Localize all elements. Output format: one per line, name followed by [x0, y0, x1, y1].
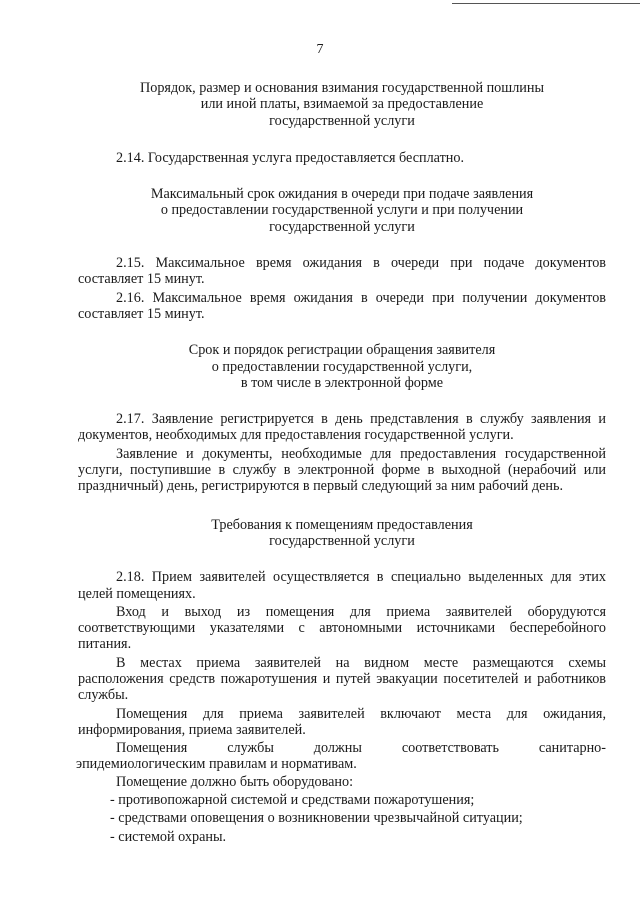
heading-line: государственной услуги [269, 532, 415, 549]
heading-line: Порядок, размер и основания взимания государственной пошлины [139, 80, 544, 96]
heading-line: Максимальный срок ожидания в очереди при подаче заявления [150, 186, 534, 203]
paragraph-2-14: 2.14. Государственная услуга предоставляется бесплатно. [116, 149, 465, 166]
paragraph-sanitary [78, 740, 606, 756]
heading-line: о предоставлении государственной услуги, [211, 358, 473, 375]
paragraph-entry-exit: Вход и выход из помещения для приема заявителей оборудуются соответствующими указателями с автономными источниками бесперебойного питания. [78, 603, 606, 653]
heading-line: Требования к помещениям предоставления [211, 516, 473, 533]
sanitary-line-1: Помещения службы должны соответствовать санитарно- [116, 740, 606, 757]
heading-line: государственной услуги [269, 112, 415, 129]
paragraph-2-15: 2.15. Максимальное время ожидания в очереди при подаче документов составляет 15 минут. [78, 255, 606, 288]
section-heading-queue [78, 186, 606, 235]
paragraph-2-16: 2.16. Максимальное время ожидания в очереди при получении документов составляет 15 минут. [78, 289, 606, 322]
paragraph-equipped: Помещение должно быть оборудовано: [116, 773, 354, 790]
section-heading-premises [78, 517, 606, 550]
heading-line: в том числе в электронной форме [240, 374, 444, 391]
section-heading-fee [78, 80, 606, 129]
paragraph-2-17-electronic: Заявление и документы, необходимые для предоставления государственной услуги, поступившие в службу в электронной форме в выходной (нерабочий или праздничный) день, регистрируются в первый следующий за ним рабочий день. [78, 445, 606, 495]
page-number: 7 [316, 42, 324, 57]
heading-line: государственной услуги [269, 218, 415, 235]
list-item: - системой охраны. [110, 828, 227, 845]
top-rule [452, 3, 640, 4]
list-item: - средствами оповещения о возникновении чрезвычайной ситуации; [110, 810, 523, 827]
paragraph-reception-rooms: Помещения для приема заявителей включают места для ожидания, информирования, приема заявителей. [78, 705, 606, 738]
paragraph-sanitary-cont [78, 756, 606, 772]
heading-line: или иной платы, взимаемой за предоставление [200, 96, 484, 113]
paragraph-2-17: 2.17. Заявление регистрируется в день представления в службу заявления и документов, необходимых для предоставления государственной услуги. [78, 411, 606, 444]
document-body [78, 80, 606, 845]
heading-line: о предоставлении государственной услуги и при получении [160, 202, 524, 219]
paragraph-evacuation-schemes: В местах приема заявителей на видном месте размещаются схемы расположения средств пожаротушения и путей эвакуации посетителей и работников службы. [78, 654, 606, 704]
paragraph-2-18: 2.18. Прием заявителей осуществляется в специально выделенных для этих целей помещениях. [78, 569, 606, 602]
sanitary-line-2: эпидемиологическим правилам и нормативам. [76, 755, 357, 772]
list-item: - противопожарной системой и средствами пожаротушения; [110, 792, 475, 809]
heading-line: Срок и порядок регистрации обращения заявителя [188, 342, 496, 359]
section-heading-registration [78, 342, 606, 391]
